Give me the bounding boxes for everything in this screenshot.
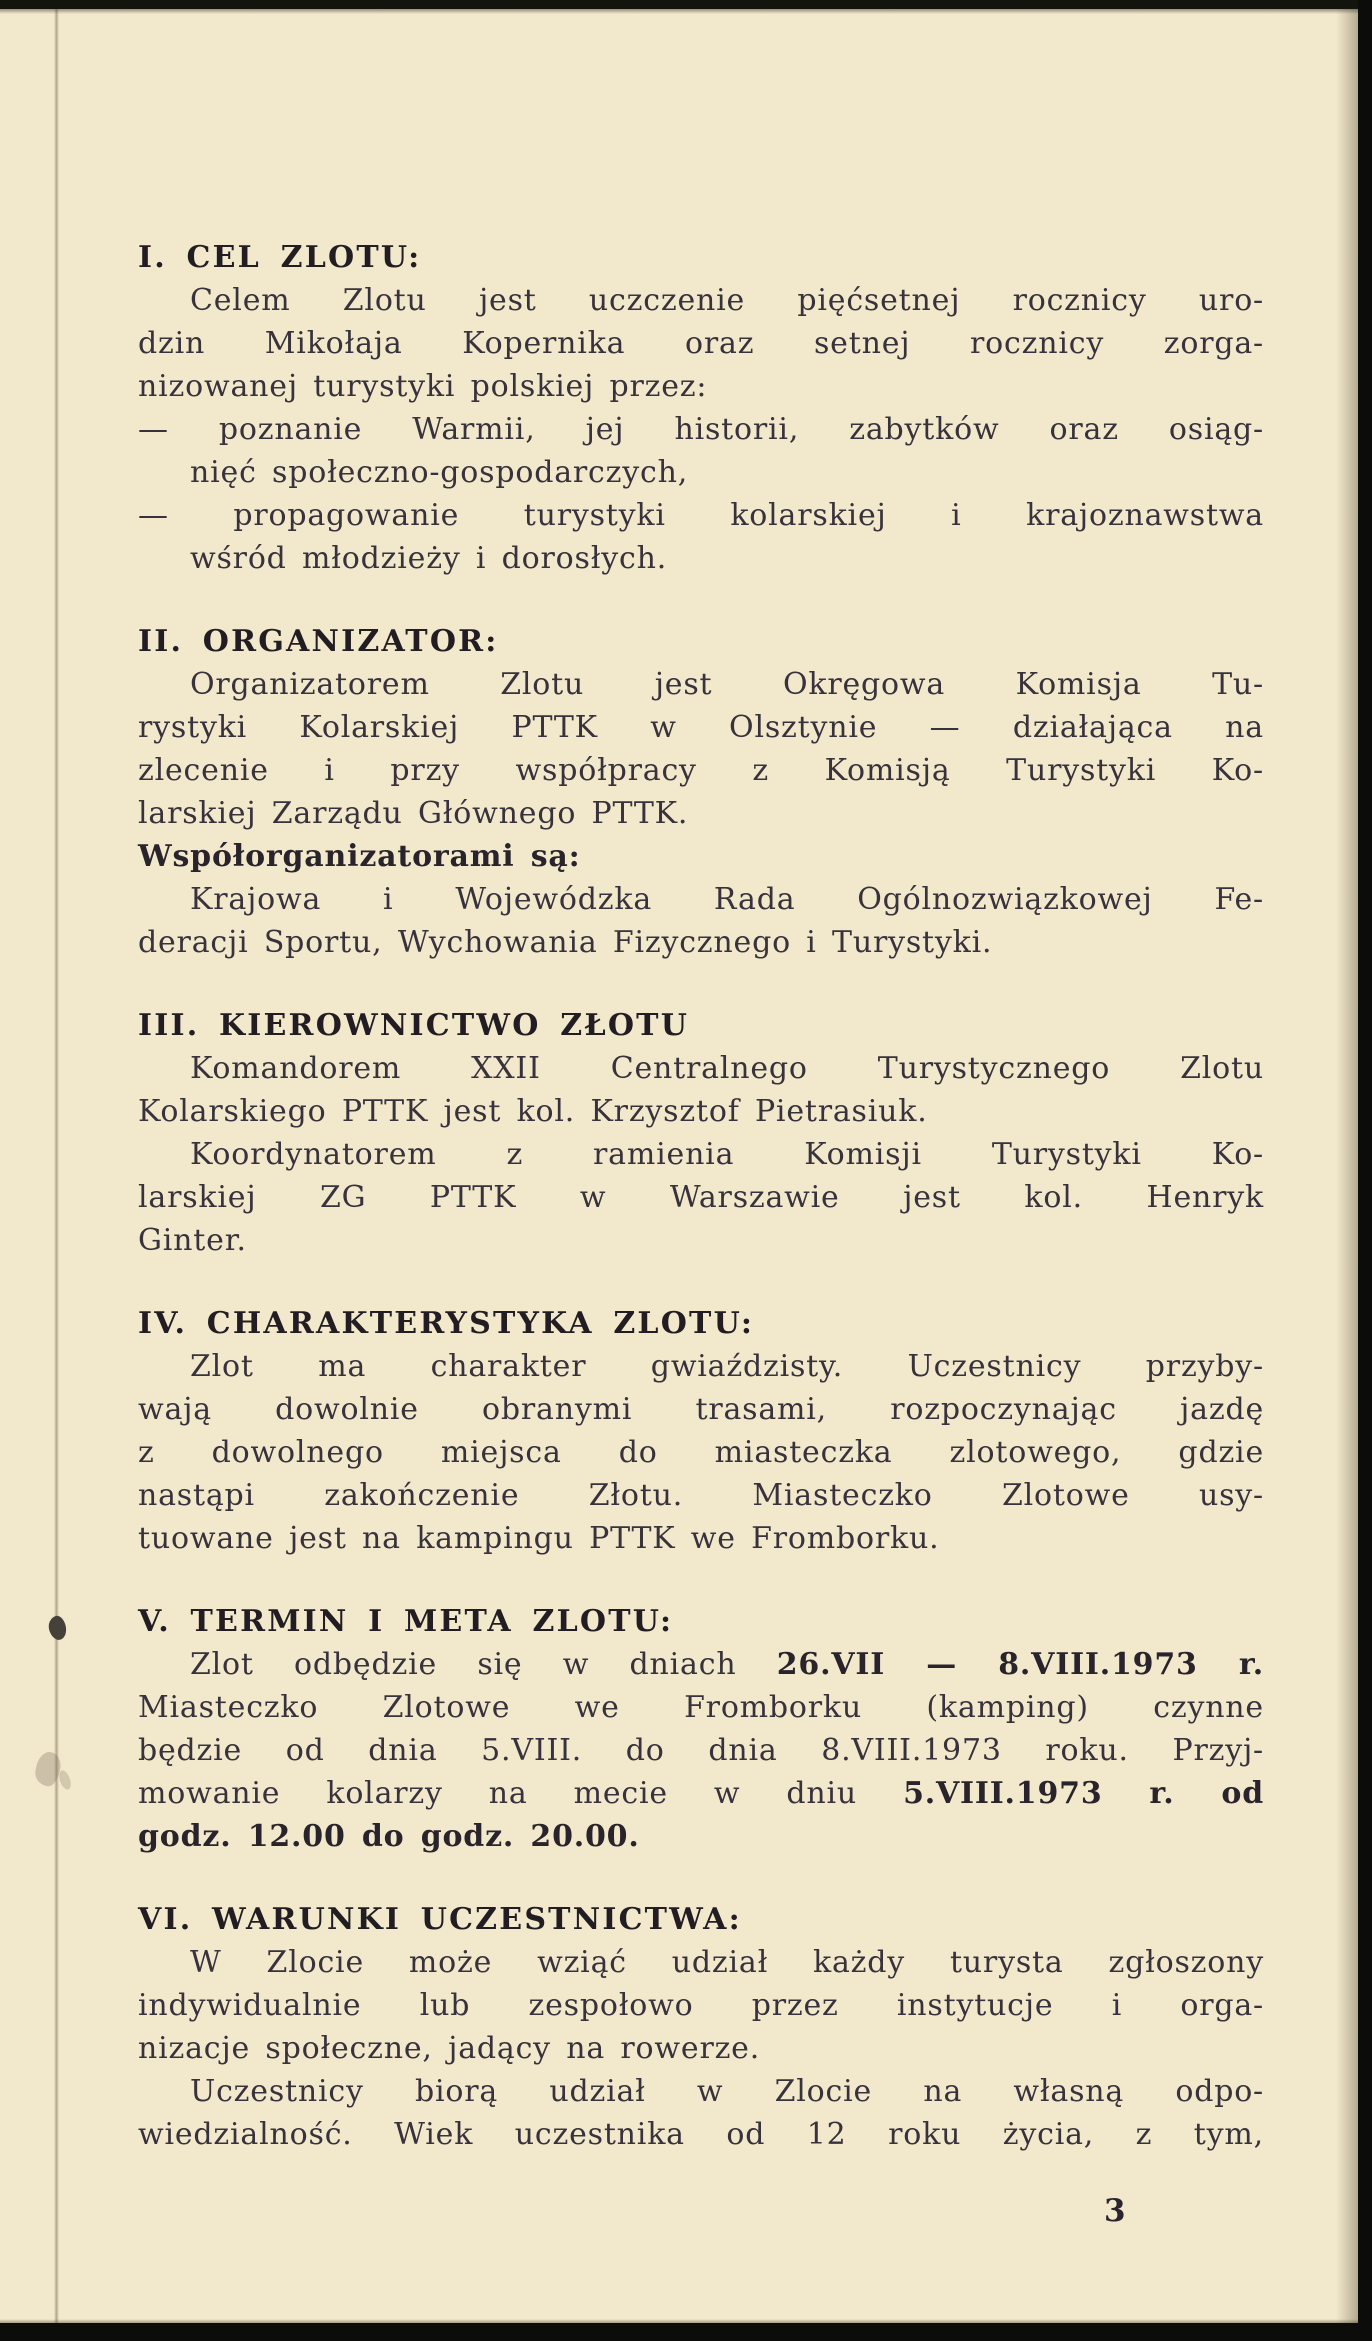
- text-line: dzin Mikołaja Kopernika oraz setnej rocznicy zorga-: [138, 326, 1264, 361]
- paragraph: [138, 494, 1264, 580]
- text-line: Uczestnicy biorą udział w Zlocie na własną odpo-: [190, 2074, 1264, 2109]
- page-edge-shadow: [0, 9, 1372, 14]
- page-number: 3: [1104, 2193, 1127, 2229]
- document-section: [138, 620, 1264, 964]
- text-line: z dowolnego miejsca do miasteczka zlotowego, gdzie: [138, 1435, 1264, 1470]
- paragraph: [138, 1345, 1264, 1560]
- text-line: — poznanie Warmii, jej historii, zabytków oraz osiąg-: [138, 412, 1264, 447]
- paragraph: [138, 835, 1264, 878]
- paragraph: [138, 663, 1264, 835]
- text-line: W Zlocie może wziąć udział każdy turysta zgłoszony: [190, 1945, 1264, 1980]
- text-line: — propagowanie turystyki kolarskiej i krajoznawstwa: [138, 498, 1264, 533]
- text-line: [138, 1815, 1264, 1858]
- page-text-block: [138, 236, 1264, 2156]
- bold-text: Współorganizatorami są:: [138, 839, 581, 874]
- paragraph: [138, 408, 1264, 494]
- text-line: Miasteczko Zlotowe we Fromborku (kamping) czynne: [138, 1690, 1264, 1725]
- section-heading: V. TERMIN I META ZLOTU:: [138, 1604, 674, 1639]
- text-line: wiedzialność. Wiek uczestnika od 12 roku życia, z tym,: [138, 2117, 1264, 2152]
- text-line: nięć społeczno-gospodarczych,: [190, 455, 689, 490]
- binding-fold-shadow: [54, 9, 59, 2323]
- text-line: mowanie kolarzy na mecie w dniu 5.VIII.1973 r. od: [138, 1776, 1265, 1811]
- scan-border: [1358, 0, 1372, 2341]
- scan-border: [0, 0, 1372, 9]
- document-section: [138, 1004, 1264, 1262]
- text-line: nizowanej turystyki polskiej przez:: [138, 369, 708, 404]
- paragraph: [138, 1133, 1264, 1262]
- text-line: zlecenie i przy współpracy z Komisją Turystyki Ko-: [138, 753, 1264, 788]
- paragraph: [138, 878, 1264, 964]
- text-line: wśród młodzieży i dorosłych.: [190, 541, 668, 576]
- section-heading: IV. CHARAKTERYSTYKA ZLOTU:: [138, 1306, 755, 1341]
- text-line: Celem Zlotu jest uczczenie pięćsetnej rocznicy uro-: [190, 283, 1264, 318]
- text-line: rystyki Kolarskiej PTTK w Olsztynie — działająca na: [138, 710, 1264, 745]
- paragraph: [138, 1941, 1264, 2070]
- text-line: tuowane jest na kampingu PTTK we Fromborku.: [138, 1521, 940, 1556]
- bold-text: godz. 12.00 do godz. 20.00.: [138, 1819, 640, 1854]
- text-line: [138, 835, 1264, 878]
- page-edge-shadow: [1336, 0, 1358, 2341]
- text-line: larskiej ZG PTTK w Warszawie jest kol. Henryk: [138, 1180, 1264, 1215]
- text-line: deracji Sportu, Wychowania Fizycznego i Turystyki.: [138, 925, 993, 960]
- scan-border: [0, 2323, 1372, 2341]
- text-line: Krajowa i Wojewódzka Rada Ogólnozwiązkowej Fe-: [190, 882, 1264, 917]
- text-line: Komandorem XXII Centralnego Turystycznego Zlotu: [190, 1051, 1264, 1086]
- section-heading: II. ORGANIZATOR:: [138, 624, 499, 659]
- text-line: Organizatorem Zlotu jest Okręgowa Komisja Tu-: [190, 667, 1264, 702]
- text-line: nastąpi zakończenie Złotu. Miasteczko Zlotowe usy-: [138, 1478, 1264, 1513]
- section-heading: VI. WARUNKI UCZESTNICTWA:: [138, 1902, 742, 1937]
- document-section: [138, 236, 1264, 580]
- text-line: będzie od dnia 5.VIII. do dnia 8.VIII.1973 roku. Przyj-: [138, 1733, 1264, 1768]
- text-line: nizacje społeczne, jadący na rowerze.: [138, 2031, 761, 2066]
- text-line: indywidualnie lub zespołowo przez instytucje i orga-: [138, 1988, 1264, 2023]
- text-line: Kolarskiego PTTK jest kol. Krzysztof Pietrasiuk.: [138, 1094, 928, 1129]
- paragraph: [138, 1643, 1264, 1858]
- paragraph: [138, 2070, 1264, 2156]
- bold-text: 5.VIII.1973 r. od: [903, 1776, 1265, 1811]
- text-line: Ginter.: [138, 1223, 247, 1258]
- document-section: [138, 1302, 1264, 1560]
- section-heading: I. CEL ZLOTU:: [138, 240, 422, 275]
- section-heading: III. KIEROWNICTWO ZŁOTU: [138, 1008, 690, 1043]
- text-line: Koordynatorem z ramienia Komisji Turystyki Ko-: [190, 1137, 1264, 1172]
- bold-text: 26.VII — 8.VIII.1973 r.: [776, 1647, 1264, 1682]
- paragraph: [138, 1047, 1264, 1133]
- document-section: [138, 1600, 1264, 1858]
- text-line: Zlot odbędzie się w dniach 26.VII — 8.VIII.1973 r.: [190, 1647, 1264, 1682]
- text-line: larskiej Zarządu Głównego PTTK.: [138, 796, 689, 831]
- text-line: Zlot ma charakter gwiaździsty. Uczestnicy przyby-: [190, 1349, 1264, 1384]
- paragraph: [138, 279, 1264, 408]
- text-line: wają dowolnie obranymi trasami, rozpoczynając jazdę: [138, 1392, 1264, 1427]
- document-section: [138, 1898, 1264, 2156]
